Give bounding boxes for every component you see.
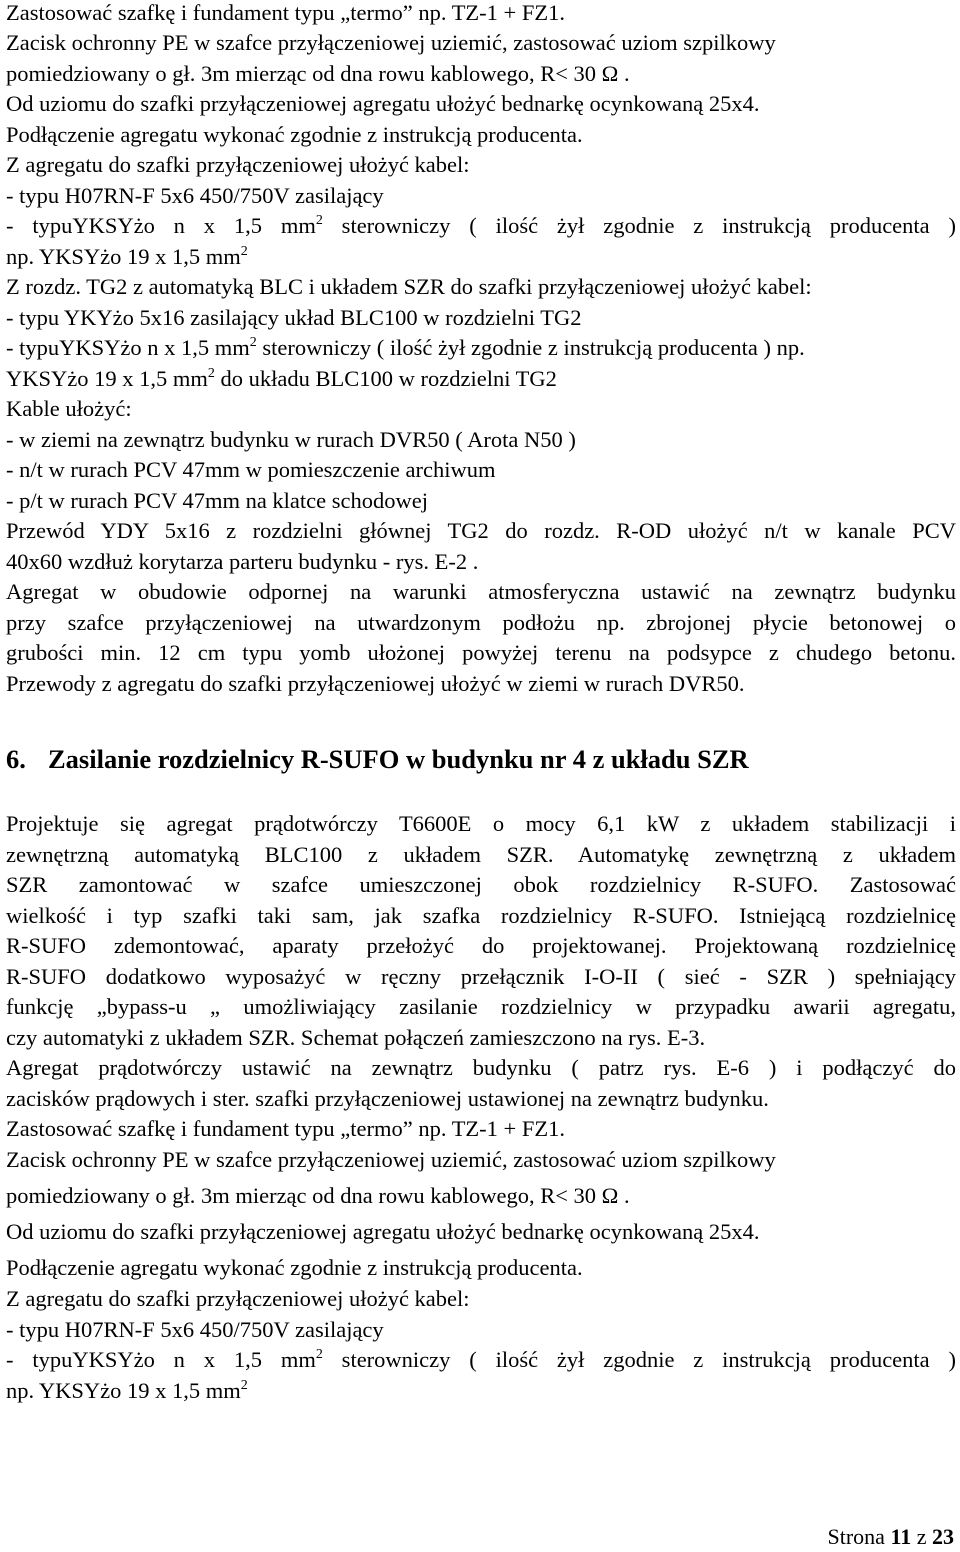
text-line: YKSYżo 19 x 1,5 $mm^2$ do układu BLC100 w rozdzielni TG2 [6, 366, 557, 391]
text-line: Przewód YDY 5x16 z rozdzielni głównej TG2 do rozdz. R-OD ułożyć n/t w kanale PCV [6, 518, 956, 543]
footer-label: Strona [827, 1524, 885, 1549]
section-heading [6, 744, 749, 775]
text-line: - w ziemi na zewnątrz budynku w rurach DVR50 ( Arota N50 ) [6, 427, 576, 452]
text-line: Podłączenie agregatu wykonać zgodnie z instrukcją producenta. [6, 1255, 583, 1280]
text-line: - n/t w rurach PCV 47mm w pomieszczenie archiwum [6, 457, 496, 482]
text-line: SZR zamontować w szafce umieszczonej obok rozdzielnicy R-SUFO. Zastosować [6, 872, 956, 897]
text-line: - typuYKSYżo n x 1,5 $mm^2$ sterowniczy ( ilość żył zgodnie z instrukcją producenta ) [6, 213, 956, 238]
text-line: wielkość i typ szafki taki sam, jak szafka rozdzielnicy R-SUFO. Istniejącą rozdzielnicę [6, 903, 956, 928]
text-line: przy szafce przyłączeniowej na utwardzonym podłożu np. zbrojonej płycie betonowej o [6, 610, 956, 635]
text-line: Zacisk ochronny PE w szafce przyłączeniowej uziemić, zastosować uziom szpilkowy [6, 30, 776, 55]
text-line: Z agregatu do szafki przyłączeniowej ułożyć kabel: [6, 1286, 470, 1311]
text-line: Agregat prądotwórczy ustawić na zewnątrz budynku ( patrz rys. E-6 ) i podłączyć do [6, 1055, 956, 1080]
text-line: np. YKSYżo 19 x 1,5 $mm^2$ [6, 244, 248, 269]
page-footer [827, 1524, 954, 1550]
text-line: Kable ułożyć: [6, 396, 132, 421]
text-line: Zacisk ochronny PE w szafce przyłączeniowej uziemić, zastosować uziom szpilkowy [6, 1147, 776, 1172]
footer-page-number: 11 [890, 1524, 912, 1549]
text-line: Projektuje się agregat prądotwórczy T6600E o mocy 6,1 kW z układem stabilizacji i [6, 811, 956, 836]
text-line: - typuYKSYżo n x 1,5 $mm^2$ sterowniczy ( ilość żył zgodnie z instrukcją producenta ) np. [6, 335, 805, 360]
text-line: - typu H07RN-F 5x6 450/750V zasilający [6, 183, 384, 208]
footer-page-total: 23 [932, 1524, 954, 1549]
text-line: Zastosować szafkę i fundament typu „termo” np. TZ-1 + FZ1. [6, 0, 565, 25]
text-line: pomiedziowany o gł. 3m mierząc od dna rowu kablowego, R< 30 Ω . [6, 61, 630, 86]
text-line: Z agregatu do szafki przyłączeniowej ułożyć kabel: [6, 152, 470, 177]
text-line: zacisków prądowych i ster. szafki przyłączeniowej ustawionej na zewnątrz budynku. [6, 1086, 769, 1111]
section-number: 6. [6, 744, 26, 774]
text-line: R-SUFO zdemontować, aparaty przełożyć do projektowanej. Projektowaną rozdzielnicę [6, 933, 956, 958]
text-line: Od uziomu do szafki przyłączeniowej agregatu ułożyć bednarkę ocynkowaną 25x4. [6, 1219, 760, 1244]
text-line: Podłączenie agregatu wykonać zgodnie z instrukcją producenta. [6, 122, 583, 147]
text-line: zewnętrzną automatyką BLC100 z układem SZR. Automatykę zewnętrzną z układem [6, 842, 956, 867]
text-line: - typu YKYżo 5x16 zasilający układ BLC100 w rozdzielni TG2 [6, 305, 582, 330]
text-line: grubości min. 12 cm typu yomb ułożonej powyżej terenu na podsypce z chudego betonu. [6, 640, 956, 665]
section-title: Zasilanie rozdzielnicy R-SUFO w budynku nr 4 z układu SZR [48, 744, 749, 774]
text-line: Agregat w obudowie odpornej na warunki atmosferyczna ustawić na zewnątrz budynku [6, 579, 956, 604]
text-line: - typu H07RN-F 5x6 450/750V zasilający [6, 1317, 384, 1342]
text-line: Z rozdz. TG2 z automatyką BLC i układem SZR do szafki przyłączeniowej ułożyć kabel: [6, 274, 812, 299]
footer-of: z [916, 1524, 927, 1549]
text-line: - typuYKSYżo n x 1,5 $mm^2$ sterowniczy ( ilość żył zgodnie z instrukcją producenta ) [6, 1347, 956, 1372]
text-line: funkcję „bypass-u „ umożliwiający zasilanie rozdzielnicy w przypadku awarii agregatu, [6, 994, 956, 1019]
text-line: Od uziomu do szafki przyłączeniowej agregatu ułożyć bednarkę ocynkowaną 25x4. [6, 91, 760, 116]
text-line: np. YKSYżo 19 x 1,5 $mm^2$ [6, 1378, 248, 1403]
text-line: - p/t w rurach PCV 47mm na klatce schodowej [6, 488, 428, 513]
text-line: Przewody z agregatu do szafki przyłączeniowej ułożyć w ziemi w rurach DVR50. [6, 671, 745, 696]
text-line: 40x60 wzdłuż korytarza parteru budynku - rys. E-2 . [6, 549, 479, 574]
text-line: czy automatyki z układem SZR. Schemat połączeń zamieszczono na rys. E-3. [6, 1025, 706, 1050]
text-line: R-SUFO dodatkowo wyposażyć w ręczny przełącznik I-O-II ( sieć - SZR ) spełniający [6, 964, 956, 989]
text-line: pomiedziowany o gł. 3m mierząc od dna rowu kablowego, R< 30 Ω . [6, 1183, 630, 1208]
text-line: Zastosować szafkę i fundament typu „termo” np. TZ-1 + FZ1. [6, 1116, 565, 1141]
